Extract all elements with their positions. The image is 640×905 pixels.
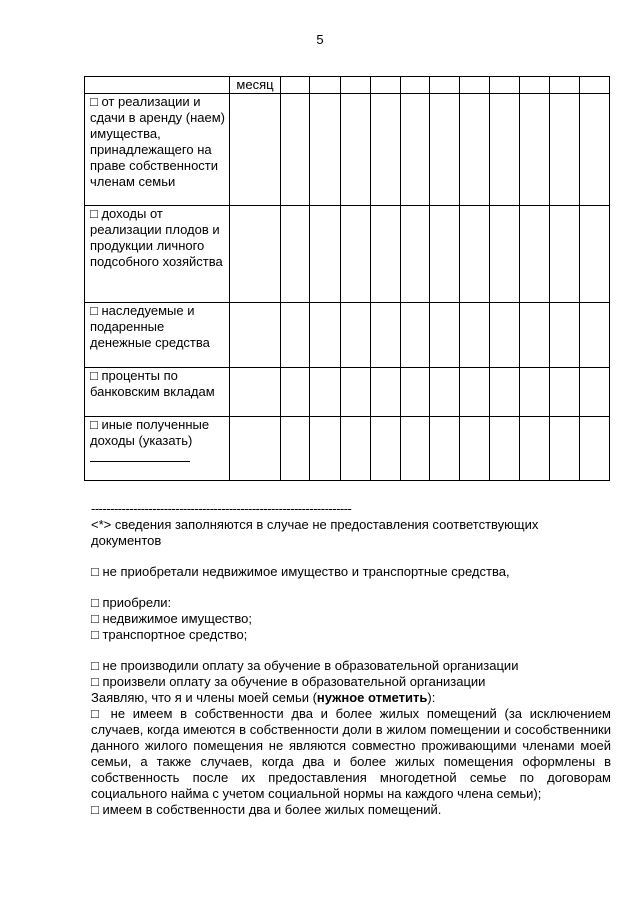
declaration-bold: нужное отметить [316,690,428,705]
table-row [85,206,610,303]
option-paid-education[interactable]: □ произвели оплату за обучение в образовательной организации [91,674,486,689]
row-label-other-text: □ иные полученные доходы (указать) [90,417,210,448]
fill-in-line[interactable] [90,449,190,462]
declaration-suffix: ): [427,690,436,705]
row-label-interest: □ проценты по банковским вкладам [85,368,230,417]
month-header: месяц [230,77,281,94]
row-label-inherited: □ наследуемые и подаренные денежные средства [85,303,230,368]
table-row [85,303,610,368]
option-no-two-dwellings[interactable]: □ не имеем в собственности два и более жилых помещений (за исключением случаев, когда имеются в собственности доли в жилом помещении и сособственники данного жилого помещения не являются совместно проживающими членами моей семьи, а также случаев, когда два и более жилых помещения оформлены в собственность после их предоставления многодетной семье по договорам социального найма с учетом социальной нормы на каждого члена семьи); [91,706,611,801]
separator-line: -------------------------------------------------------------------- [91,501,352,516]
row-label-other [85,417,230,481]
page-number: 5 [316,32,324,47]
option-vehicle[interactable]: □ транспортное средство; [91,627,248,642]
table-row [85,417,610,481]
notes-section [91,501,611,818]
table-row [85,368,610,417]
option-acquired[interactable]: □ приобрели: [91,595,172,610]
option-not-paid-education[interactable]: □ не производили оплату за обучение в образовательной организации [91,658,519,673]
header-empty-cell [85,77,230,94]
option-two-dwellings[interactable]: □ имеем в собственности два и более жилых помещений. [91,802,442,817]
income-table [84,76,610,481]
footnote: <*> сведения заполняются в случае не предоставления соответствующих документов [91,517,539,548]
option-not-acquired[interactable]: □ не приобретали недвижимое имущество и транспортные средства, [91,564,510,579]
declaration-line [91,690,611,706]
row-label-rental: □ от реализации и сдачи в аренду (наем) имущества, принадлежащего на праве собственности членам семьи [85,94,230,206]
table-header-row [85,77,610,94]
option-real-estate[interactable]: □ недвижимое имущество; [91,611,252,626]
table-row [85,94,610,206]
row-label-farm: □ доходы от реализации плодов и продукции личного подсобного хозяйства [85,206,230,303]
declaration-prefix: Заявляю, что я и члены моей семьи ( [91,690,317,705]
